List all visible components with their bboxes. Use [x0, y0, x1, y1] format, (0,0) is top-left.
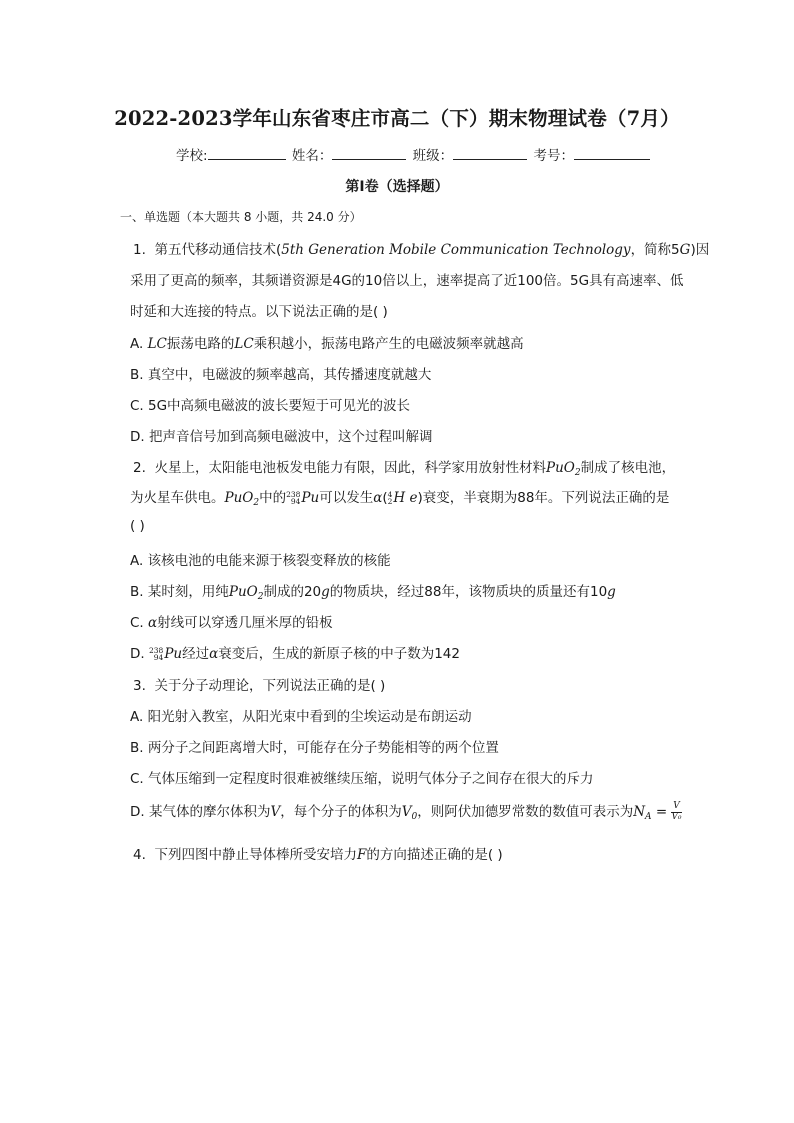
q1-option-b: B. 真空中，电磁波的频率越高，其传播速度就越大: [130, 367, 432, 383]
pu-isotope-label-d: 238 94: [148, 645, 164, 662]
q2-line2: 为火星车供电。PuO$_2$中的 238 94 Pu可以发生α( 4 2 H e)衰变，半衰期为88年。下列说法正确的是: [130, 489, 670, 508]
q1-line3: 时延和大连接的特点。以下说法正确的是( ): [130, 304, 388, 320]
q1-line2: 采用了更高的频率，其频谱资源是4G的10倍以上，速率提高了近100倍。5G具有高速率、低: [130, 273, 684, 289]
name-label: 姓名：: [291, 148, 333, 164]
q3-stem: 3. 关于分子动理论，下列说法正确的是( ): [133, 678, 386, 694]
number-label: 考号：: [533, 148, 574, 164]
q2-line3: ( ): [130, 518, 145, 534]
q2-line1: 2. 火星上，太阳能电池板发电能力有限，因此，科学家用放射性材料PuO$_2$制成了核电池，: [133, 460, 676, 478]
he-isotope-label: 4 2: [387, 489, 393, 506]
q2-option-c: C. α射线可以穿透几厘米厚的铅板: [130, 615, 333, 631]
q1-option-a: A. LC振荡电路的LC乘积越小，振荡电路产生的电磁波频率就越高: [130, 336, 524, 352]
q1-option-d: D. 把声音信号加到高频电磁波中，这个过程叫解调: [130, 429, 433, 445]
class-blank[interactable]: [453, 145, 527, 160]
q2-option-d: D. 238 94 Pu经过α衰变后，生成的新原子核的中子数为142: [130, 645, 460, 662]
school-label: 学校:: [176, 148, 208, 164]
student-info-row: [176, 144, 652, 164]
q3-option-b: B. 两分子之间距离增大时，可能存在分子势能相等的两个位置: [130, 740, 499, 756]
q2-option-a: A. 该核电池的电能来源于核裂变释放的核能: [130, 553, 391, 569]
class-label: 班级：: [412, 148, 454, 164]
q4-stem: 4. 下列四图中静止导体棒所受安培力F的方向描述正确的是( ): [133, 847, 503, 863]
q3-option-c: C. 气体压缩到一定程度时很难被继续压缩，说明气体分子之间存在很大的斥力: [130, 771, 594, 787]
q2-option-b: B. 某时刻，用纯PuO$_2$制成的20g的物质块，经过88年，该物质块的质量还有10g: [130, 584, 616, 602]
section-title: 第I卷（选择题）: [345, 179, 449, 195]
pu-isotope-label: 238 94: [286, 489, 301, 506]
avogadro-fraction: $\frac{V}{\text{V₀}}$: [671, 801, 682, 822]
exam-title: 2022-2023学年山东省枣庄市高二（下）期末物理试卷（7月）: [114, 107, 680, 130]
q3-option-a: A. 阳光射入教室，从阳光束中看到的尘埃运动是布朗运动: [130, 709, 472, 725]
q1-option-c: C. 5G中高频电磁波的波长要短于可见光的波长: [130, 398, 411, 414]
q3-option-d: D. 某气体的摩尔体积为V，每个分子的体积为$V_0$，则阿伏加德罗常数的数值可表示为$N_A$ = $\frac{V}{\text{V₀}}$: [130, 801, 682, 822]
q1-line1: 1. 第五代移动通信技术(5th Generation Mobile Communication Technology，简称5G)因: [133, 242, 710, 258]
school-blank[interactable]: [208, 145, 286, 160]
name-blank[interactable]: [332, 145, 406, 160]
number-blank[interactable]: [574, 145, 650, 160]
part-title: 一、单选题（本大题共 8 小题，共 24.0 分）: [120, 210, 362, 224]
